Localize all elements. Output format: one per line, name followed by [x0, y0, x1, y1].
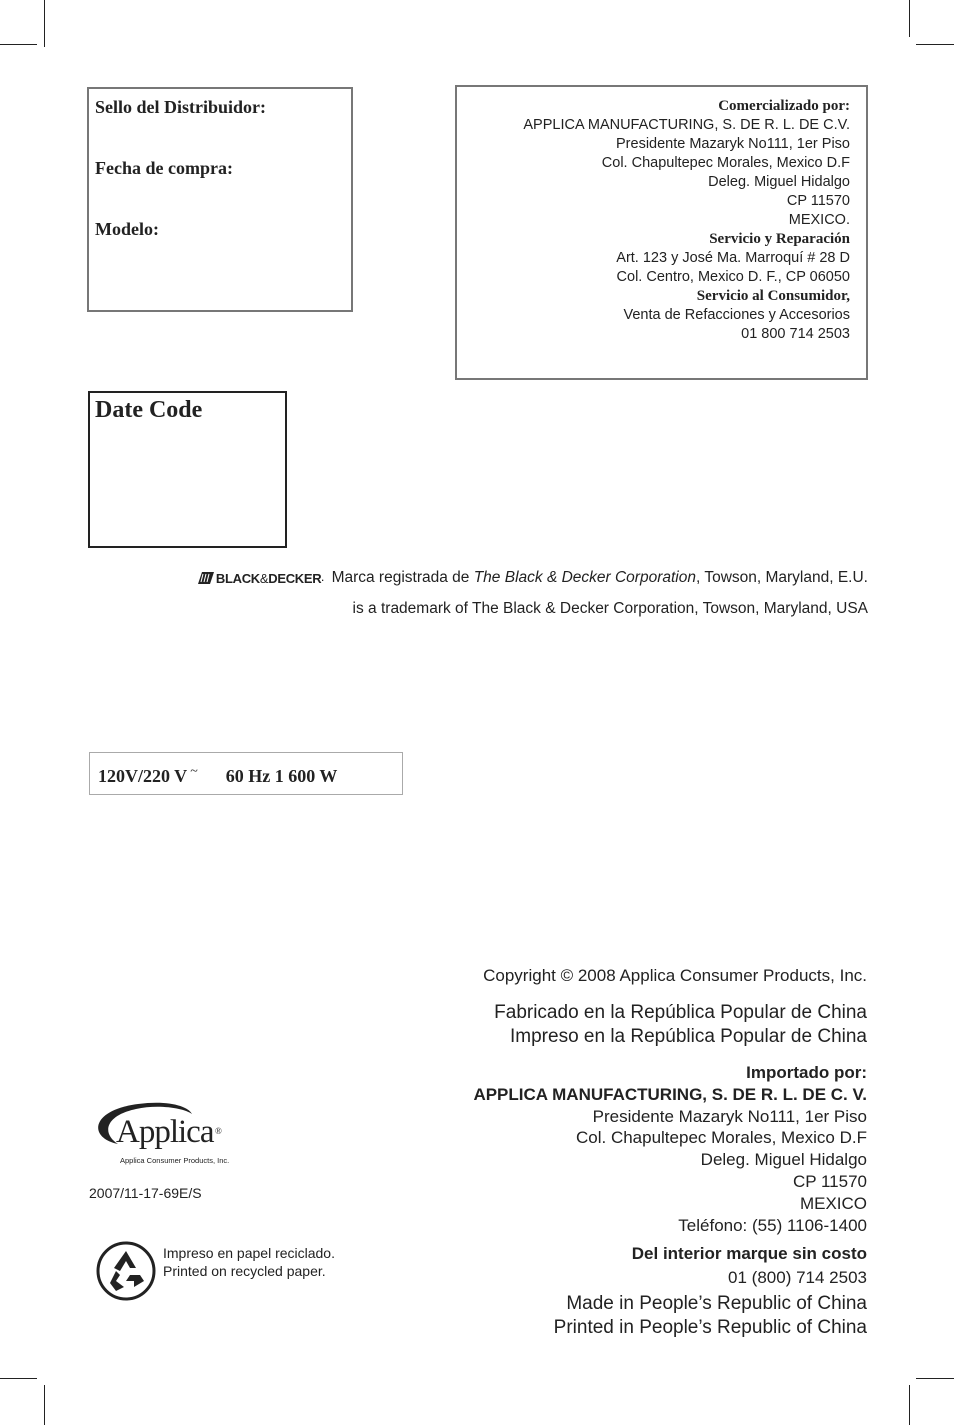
toll-free-heading: Del interior marque sin costo [631, 1244, 867, 1263]
commercial-heading: Comercializado por: [718, 98, 850, 114]
model-label: Modelo: [95, 219, 159, 239]
crop-mark [44, 1385, 45, 1425]
seal-label: Sello del Distribuidor: [95, 97, 267, 117]
crop-mark [909, 0, 910, 37]
black-decker-logo-icon [198, 571, 324, 586]
consumer-heading: Servicio al Consumidor, [696, 288, 850, 304]
applica-logo-name: Applica [116, 1114, 214, 1150]
crop-mark [916, 44, 954, 45]
commercial-address-1: Presidente Mazaryk No111, 1er Piso [616, 136, 850, 152]
applica-logo-sub: Applica Consumer Products, Inc. [120, 1156, 230, 1165]
importer-line-5: MEXICO [799, 1193, 867, 1213]
importer-heading: Importado por: [746, 1063, 867, 1082]
service-line-2: Col. Centro, Mexico D. F., CP 06050 [616, 269, 850, 285]
made-in-block-en [554, 1292, 867, 1340]
importer-line-4: CP 11570 [792, 1171, 867, 1191]
commercial-address-5: MEXICO. [788, 212, 850, 228]
toll-free-phone: 01 (800) 714 2503 [728, 1268, 867, 1287]
made-in-en-line-2: Printed in People’s Republic of China [553, 1317, 867, 1338]
trademark-es-suffix: , Towson, Maryland, E.U. [695, 569, 868, 586]
importer-line-2: Col. Chapultepec Morales, Mexico D.F [575, 1128, 867, 1148]
black-decker-hexagon-icon [198, 572, 214, 584]
made-in-block-es [494, 1001, 867, 1049]
crop-mark [909, 1385, 910, 1425]
date-code-box [88, 391, 287, 548]
service-line-1: Art. 123 y José Ma. Marroquí # 28 D [616, 250, 850, 266]
rating-voltage: 120V/220 V [98, 766, 188, 786]
crop-mark [0, 1378, 37, 1379]
trademark-es-company: The Black & Decker Corporation [473, 569, 696, 586]
recycled-line-es: Impreso en papel reciclado. [163, 1245, 335, 1261]
consumer-line-2: 01 800 714 2503 [741, 326, 850, 342]
distributor-stamp-box [87, 87, 353, 312]
recycled-paper-note [163, 1244, 335, 1280]
applica-logo [88, 1100, 248, 1170]
recycle-icon [96, 1241, 156, 1301]
made-in-en-line-1: Made in People’s Republic of China [566, 1293, 867, 1314]
made-in-es-line-1: Fabricado en la República Popular de China [494, 1002, 867, 1023]
crop-mark [44, 0, 45, 47]
commercial-address-2: Col. Chapultepec Morales, Mexico D.F [601, 155, 850, 171]
purchase-date-label: Fecha de compra: [95, 158, 233, 178]
recycled-line-en: Printed on recycled paper. [163, 1263, 326, 1279]
made-in-es-line-2: Impreso en la República Popular de China [510, 1026, 867, 1047]
service-heading: Servicio y Reparación [709, 231, 850, 247]
importer-company: APPLICA MANUFACTURING, S. DE R. L. DE C. V. [473, 1084, 867, 1104]
date-code-label: Date Code [95, 397, 203, 423]
crop-mark [916, 1378, 954, 1379]
black-decker-logo-mark: . [321, 573, 324, 583]
document-code: 2007/11-17-69E/S [89, 1185, 202, 1201]
trademark-es-prefix: Marca registrada de [331, 569, 474, 586]
ac-tilde-icon: ~ [190, 764, 198, 779]
commercial-info-box [455, 85, 868, 380]
commercial-address-4: CP 11570 [786, 193, 850, 209]
commercial-address-3: Deleg. Miguel Hidalgo [708, 174, 850, 190]
black-decker-logo-amp: & [259, 570, 269, 586]
toll-free-block [632, 1242, 867, 1290]
commercial-company: APPLICA MANUFACTURING, S. DE R. L. DE C.V. [523, 117, 850, 133]
trademark-line-es [198, 569, 868, 587]
crop-mark [0, 44, 37, 45]
importer-line-1: Presidente Mazaryk No111, 1er Piso [592, 1106, 867, 1126]
electrical-rating-box [89, 752, 403, 795]
trademark-line-en: is a trademark of The Black & Decker Corporation, Towson, Maryland, USA [352, 600, 868, 617]
importer-line-3: Deleg. Miguel Hidalgo [700, 1150, 867, 1170]
rating-freq-power: 60 Hz 1 600 W [225, 766, 338, 786]
black-decker-logo-text-b: DECKER [268, 570, 322, 586]
importer-phone: Teléfono: (55) 1106-1400 [678, 1215, 867, 1235]
importer-block [473, 1062, 867, 1236]
consumer-line-1: Venta de Refacciones y Accesorios [623, 307, 850, 323]
applica-logo-reg: ® [215, 1126, 222, 1136]
copyright-notice: Copyright © 2008 Applica Consumer Products, Inc. [483, 966, 867, 985]
black-decker-logo-text-a: BLACK [215, 570, 260, 586]
